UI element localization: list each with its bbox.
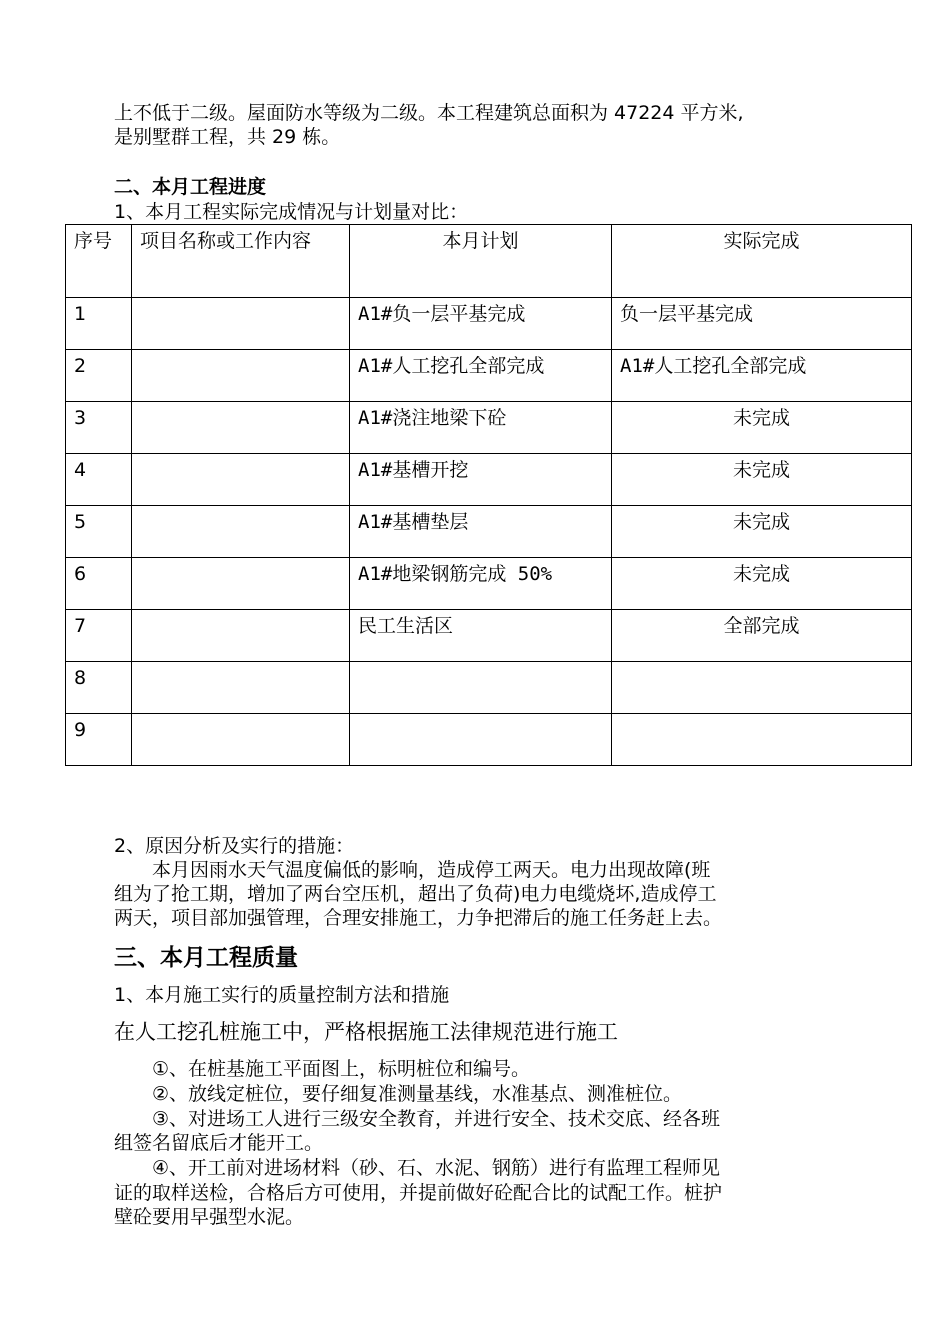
measure-item-4-line-2: 证的取样送检，合格后方可使用，并提前做好砼配合比的试配工作。桩护 bbox=[114, 1182, 723, 1204]
row-plan: A1#人工挖孔全部完成 bbox=[350, 350, 612, 402]
row-no: 3 bbox=[66, 402, 132, 454]
section-3-lead: 在人工挖孔桩施工中，严格根据施工法律规范进行施工 bbox=[114, 1020, 618, 1044]
row-no: 5 bbox=[66, 506, 132, 558]
header-no: 序号 bbox=[66, 225, 132, 298]
section-3-heading: 三、本月工程质量 bbox=[114, 945, 298, 971]
table-row bbox=[66, 506, 912, 558]
reason-line-3: 两天，项目部加强管理，合理安排施工，力争把滞后的施工任务赶上去。 bbox=[114, 907, 723, 929]
row-actual bbox=[612, 662, 912, 714]
section-2-subheading: 1、本月工程实际完成情况与计划量对比： bbox=[114, 201, 469, 223]
row-name bbox=[132, 350, 350, 402]
row-name bbox=[132, 506, 350, 558]
row-name bbox=[132, 610, 350, 662]
row-no: 8 bbox=[66, 662, 132, 714]
row-plan: A1#负一层平基完成 bbox=[350, 298, 612, 350]
row-plan bbox=[350, 662, 612, 714]
reason-line-1: 本月因雨水天气温度偏低的影响，造成停工两天。电力出现故障(班 bbox=[152, 859, 711, 881]
table-row bbox=[66, 350, 912, 402]
row-actual bbox=[612, 714, 912, 766]
row-name bbox=[132, 298, 350, 350]
reason-line-2: 组为了抢工期，增加了两台空压机，超出了负荷)电力电缆烧坏,造成停工 bbox=[114, 883, 717, 905]
measure-item-3-line-1: ③、对进场工人进行三级安全教育，并进行安全、技术交底、经各班 bbox=[152, 1108, 721, 1130]
row-no: 4 bbox=[66, 454, 132, 506]
row-plan bbox=[350, 714, 612, 766]
table-row bbox=[66, 558, 912, 610]
row-actual: 负一层平基完成 bbox=[612, 298, 912, 350]
header-plan: 本月计划 bbox=[350, 225, 612, 298]
row-plan: A1#基槽垫层 bbox=[350, 506, 612, 558]
intro-line-2: 是别墅群工程，共 29 栋。 bbox=[114, 126, 341, 148]
row-name bbox=[132, 558, 350, 610]
row-plan: 民工生活区 bbox=[350, 610, 612, 662]
row-no: 1 bbox=[66, 298, 132, 350]
row-plan: A1#基槽开挖 bbox=[350, 454, 612, 506]
row-name bbox=[132, 714, 350, 766]
section-2-heading: 二、本月工程进度 bbox=[114, 176, 267, 198]
reason-title: 2、原因分析及实行的措施： bbox=[114, 835, 355, 857]
measure-item-4-line-1: ④、开工前对进场材料（砂、石、水泥、钢筋）进行有监理工程师见 bbox=[152, 1157, 721, 1179]
table-row bbox=[66, 298, 912, 350]
row-no: 6 bbox=[66, 558, 132, 610]
intro-line-1: 上不低于二级。屋面防水等级为二级。本工程建筑总面积为 47224 平方米, bbox=[114, 102, 744, 124]
row-no: 2 bbox=[66, 350, 132, 402]
row-actual: 未完成 bbox=[612, 402, 912, 454]
measure-item-4-line-3: 壁砼要用早强型水泥。 bbox=[114, 1206, 305, 1228]
progress-table bbox=[65, 224, 912, 766]
row-no: 9 bbox=[66, 714, 132, 766]
row-actual: 未完成 bbox=[612, 454, 912, 506]
table-row bbox=[66, 610, 912, 662]
row-name bbox=[132, 402, 350, 454]
row-name bbox=[132, 662, 350, 714]
row-plan: A1#地梁钢筋完成 50% bbox=[350, 558, 612, 610]
measure-item-3-line-2: 组签名留底后才能开工。 bbox=[114, 1132, 324, 1154]
table-row bbox=[66, 454, 912, 506]
row-actual: 未完成 bbox=[612, 506, 912, 558]
row-plan: A1#浇注地梁下砼 bbox=[350, 402, 612, 454]
row-actual: A1#人工挖孔全部完成 bbox=[612, 350, 912, 402]
measure-item-1: ①、在桩基施工平面图上，标明桩位和编号。 bbox=[152, 1058, 531, 1080]
section-3-subheading: 1、本月施工实行的质量控制方法和措施 bbox=[114, 984, 450, 1006]
table-header-row bbox=[66, 225, 912, 298]
table-row bbox=[66, 714, 912, 766]
row-no: 7 bbox=[66, 610, 132, 662]
header-actual: 实际完成 bbox=[612, 225, 912, 298]
row-actual: 未完成 bbox=[612, 558, 912, 610]
measure-item-2: ②、放线定桩位，要仔细复准测量基线，水准基点、测准桩位。 bbox=[152, 1083, 683, 1105]
row-actual: 全部完成 bbox=[612, 610, 912, 662]
table-row bbox=[66, 662, 912, 714]
table-row bbox=[66, 402, 912, 454]
row-name bbox=[132, 454, 350, 506]
header-name: 项目名称或工作内容 bbox=[132, 225, 350, 298]
